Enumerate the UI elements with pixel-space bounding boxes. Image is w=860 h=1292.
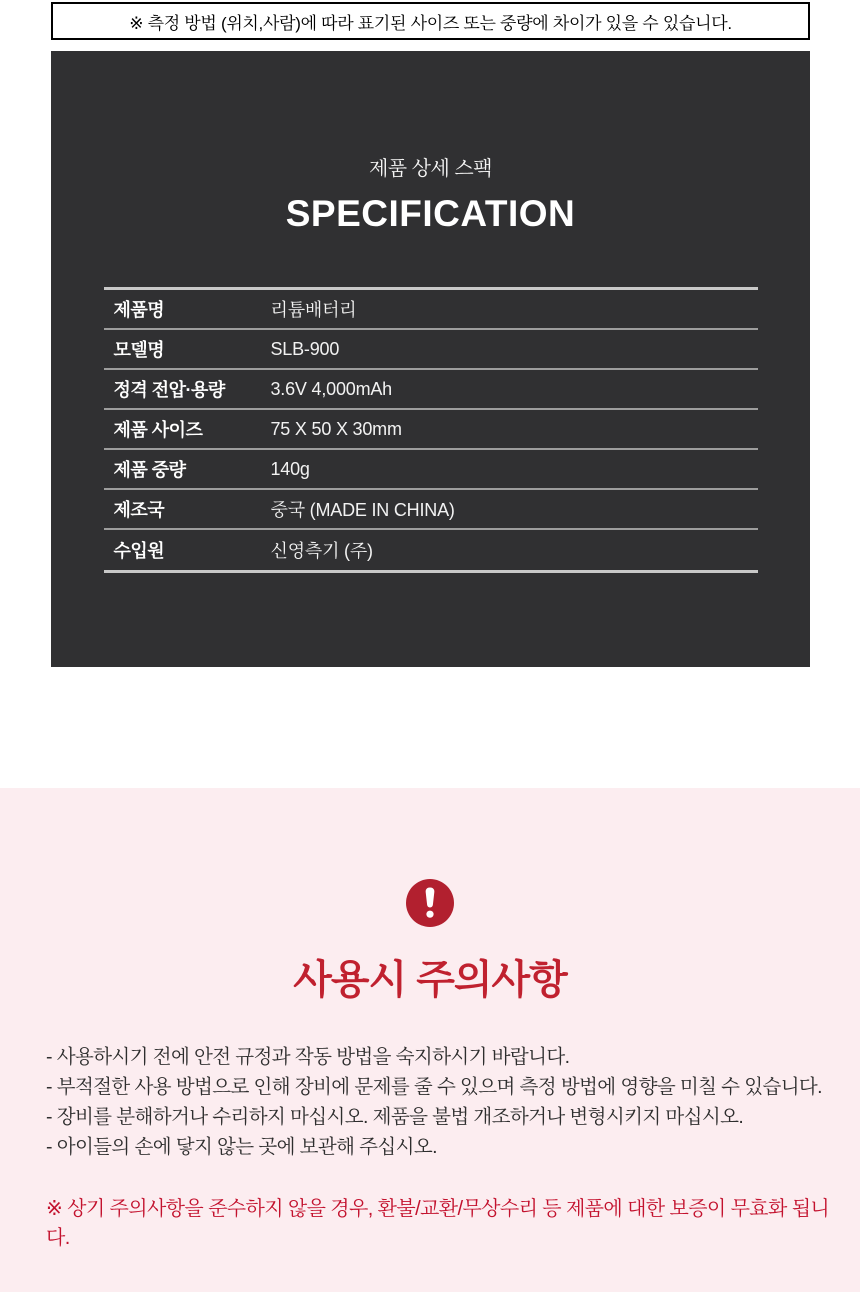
spec-row-label: 수입원 xyxy=(113,541,165,561)
list-item: - 사용하시기 전에 안전 규정과 작동 방법을 숙지하시기 바랍니다. xyxy=(46,1046,570,1068)
caution-title: 사용시 주의사항 xyxy=(293,958,567,1002)
spec-row-value: 리튬배터리 xyxy=(270,300,357,320)
table-row xyxy=(104,490,758,530)
spec-row-value: 75 X 50 X 30mm xyxy=(270,418,402,439)
caution-warning-text: ※ 상기 주의사항을 준수하지 않을 경우, 환불/교환/무상수리 등 제품에 대한 보증이 무효화 됩니다. xyxy=(46,1198,830,1249)
spec-row-label: 정격 전압·용량 xyxy=(113,380,225,400)
spec-row-label: 제조국 xyxy=(113,500,165,520)
list-item: - 장비를 분해하거나 수리하지 마십시오. 제품을 불법 개조하거나 변형시키지 마십시오. xyxy=(46,1106,744,1128)
spec-table xyxy=(104,287,758,573)
table-row xyxy=(104,330,758,370)
measurement-notice-text: ※ 측정 방법 (위치,사람)에 따라 표기된 사이즈 또는 중량에 차이가 있을 수 있습니다. xyxy=(129,13,732,33)
table-row xyxy=(104,410,758,450)
table-row xyxy=(104,530,758,570)
list-item: - 아이들의 손에 닿지 않는 곳에 보관해 주십시오. xyxy=(46,1136,437,1158)
table-row xyxy=(104,370,758,410)
spec-row-value: 140g xyxy=(270,458,310,479)
table-row xyxy=(104,450,758,490)
measurement-notice-box xyxy=(51,2,810,40)
spec-row-value: 중국 (MADE IN CHINA) xyxy=(270,500,455,520)
spec-row-label: 제품 중량 xyxy=(113,460,186,480)
spec-row-value: 신영측기 (주) xyxy=(270,541,373,561)
spec-row-label: 제품 사이즈 xyxy=(113,420,203,440)
specification-panel xyxy=(51,51,810,667)
spec-title: SPECIFICATION xyxy=(285,193,576,234)
table-row xyxy=(104,290,758,330)
spec-row-value: 3.6V 4,000mAh xyxy=(270,378,392,399)
caution-section xyxy=(0,788,860,1292)
spec-row-value: SLB-900 xyxy=(270,338,340,359)
spec-row-label: 모델명 xyxy=(113,340,165,360)
spec-subtitle: 제품 상세 스팩 xyxy=(368,158,493,180)
spec-row-label: 제품명 xyxy=(113,300,165,320)
caution-list xyxy=(46,1042,830,1162)
exclamation-circle-icon xyxy=(406,879,454,927)
list-item: - 부적절한 사용 방법으로 인해 장비에 문제를 줄 수 있으며 측정 방법에 영향을 미칠 수 있습니다. xyxy=(46,1076,822,1098)
